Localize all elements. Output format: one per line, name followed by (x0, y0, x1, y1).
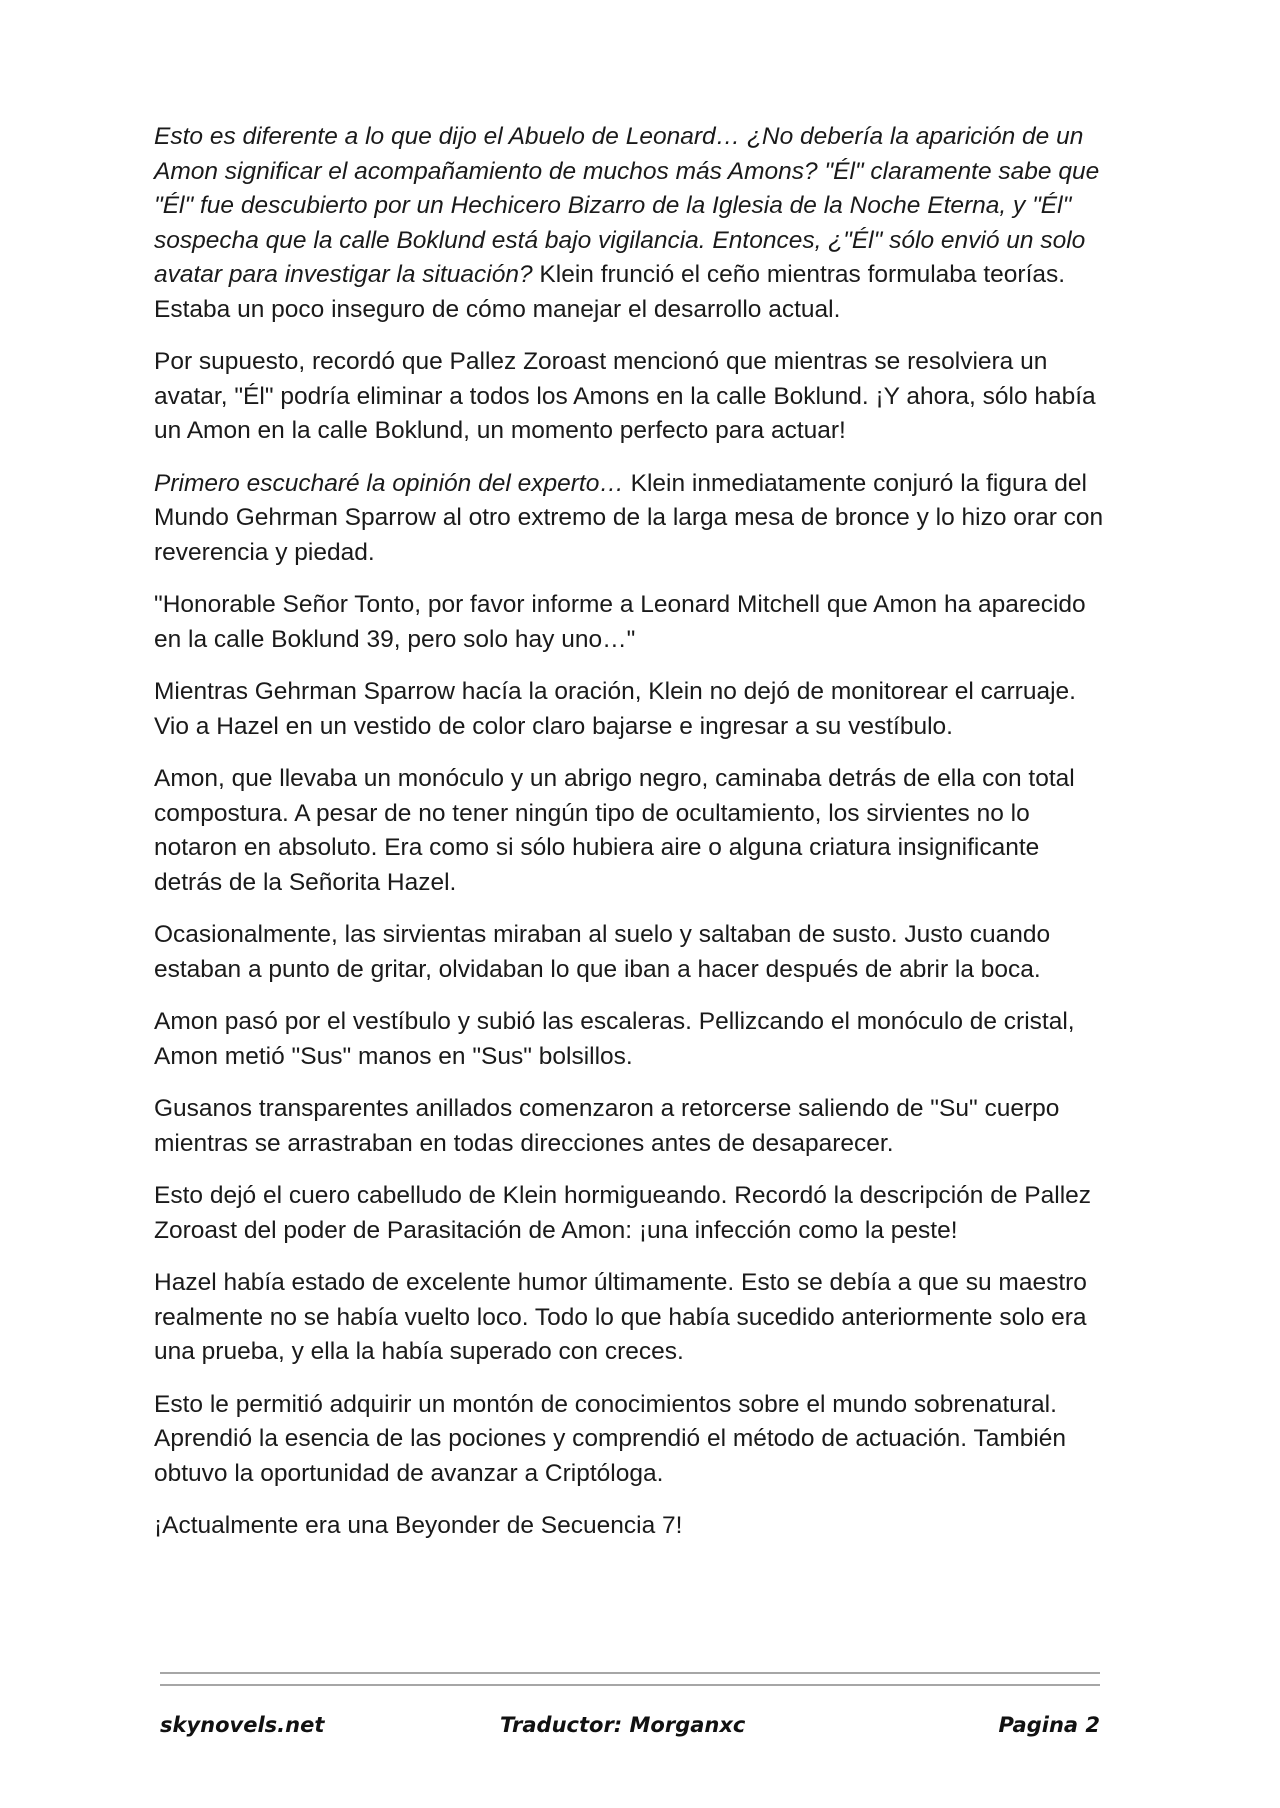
document-body (154, 120, 1114, 1562)
footer-page-number: Pagina 2 (998, 1713, 1100, 1737)
paragraph-2-text: Por supuesto, recordó que Pallez Zoroast mencionó que mientras se resolviera un avatar, "Él" podría eliminar a todos los Amons en la calle Boklund. ¡Y ahora, sólo había un Amon en la calle Boklund, un momento perfecto para actuar! (154, 348, 1096, 444)
paragraph-3-thought: Primero escucharé la opinión del experto… (154, 469, 624, 497)
footer-divider-top (160, 1672, 1100, 1674)
paragraph-10-text: Esto dejó el cuero cabelludo de Klein hormigueando. Recordó la descripción de Pallez Zoroast del poder de Parasitación de Amon: ¡una infección como la peste! (154, 1182, 1092, 1244)
page-footer (160, 1713, 1100, 1745)
paragraph-12 (154, 1388, 1114, 1492)
paragraph-5 (154, 675, 1114, 744)
paragraph-13 (154, 1509, 1114, 1544)
footer-translator: Traductor: Morganxc (500, 1713, 746, 1737)
paragraph-8-text: Amon pasó por el vestíbulo y subió las escaleras. Pellizcando el monóculo de cristal, Amon metió "Sus" manos en "Sus" bolsillos. (154, 1008, 1075, 1070)
paragraph-3 (154, 467, 1114, 571)
paragraph-4 (154, 588, 1114, 657)
paragraph-1-text: Klein frunció el ceño mientras formulaba teorías. Estaba un poco inseguro de cómo manejar el desarrollo actual. (154, 261, 1066, 323)
footer-divider-bottom (160, 1684, 1100, 1686)
footer-site: skynovels.net (160, 1713, 325, 1737)
paragraph-7-text: Ocasionalmente, las sirvientas miraban al suelo y saltaban de susto. Justo cuando estaban a punto de gritar, olvidaban lo que iban a hacer después de abrir la boca. (154, 921, 1051, 983)
paragraph-6 (154, 762, 1114, 900)
paragraph-1 (154, 120, 1114, 327)
paragraph-4-text: "Honorable Señor Tonto, por favor informe a Leonard Mitchell que Amon ha aparecido en la calle Boklund 39, pero solo hay uno…" (154, 591, 1086, 653)
paragraph-7 (154, 918, 1114, 987)
paragraph-13-text: ¡Actualmente era una Beyonder de Secuencia 7! (154, 1512, 683, 1539)
paragraph-8 (154, 1005, 1114, 1074)
paragraph-11 (154, 1266, 1114, 1370)
paragraph-9 (154, 1092, 1114, 1161)
paragraph-11-text: Hazel había estado de excelente humor últimamente. Esto se debía a que su maestro realmente no se había vuelto loco. Todo lo que había sucedido anteriormente solo era una prueba, y ella la había superado con creces. (154, 1269, 1087, 1365)
paragraph-3-text: Klein inmediatamente conjuró la figura del Mundo Gehrman Sparrow al otro extremo de la larga mesa de bronce y lo hizo orar con reverencia y piedad. (154, 469, 1104, 566)
paragraph-10 (154, 1179, 1114, 1248)
paragraph-5-text: Mientras Gehrman Sparrow hacía la oración, Klein no dejó de monitorear el carruaje. Vio a Hazel en un vestido de color claro bajarse e ingresar a su vestíbulo. (154, 678, 1076, 740)
paragraph-6-text: Amon, que llevaba un monóculo y un abrigo negro, caminaba detrás de ella con total compostura. A pesar de no tener ningún tipo de ocultamiento, los sirvientes no lo notaron en absoluto. Era como si sólo hubiera aire o alguna criatura insignificante detrás de la Señorita Hazel. (154, 765, 1075, 896)
paragraph-1-thought: Esto es diferente a lo que dijo el Abuelo de Leonard… ¿No debería la aparición de un Amon significar el acompañamiento de muchos más Amons? "Él" claramente sabe que "Él" fue descubierto por un Hechicero Bizarro de la Iglesia de la Noche Eterna, y "Él" sospecha que la calle Boklund está bajo vigilancia. Entonces, ¿"Él" sólo envió un solo avatar para investigar la situación? (154, 123, 1100, 288)
paragraph-9-text: Gusanos transparentes anillados comenzaron a retorcerse saliendo de "Su" cuerpo mientras se arrastraban en todas direcciones antes de desaparecer. (154, 1095, 1060, 1157)
paragraph-12-text: Esto le permitió adquirir un montón de conocimientos sobre el mundo sobrenatural. Aprendió la esencia de las pociones y comprendió el método de actuación. También obtuvo la oportunidad de avanzar a Criptóloga. (154, 1390, 1067, 1487)
paragraph-2 (154, 345, 1114, 449)
